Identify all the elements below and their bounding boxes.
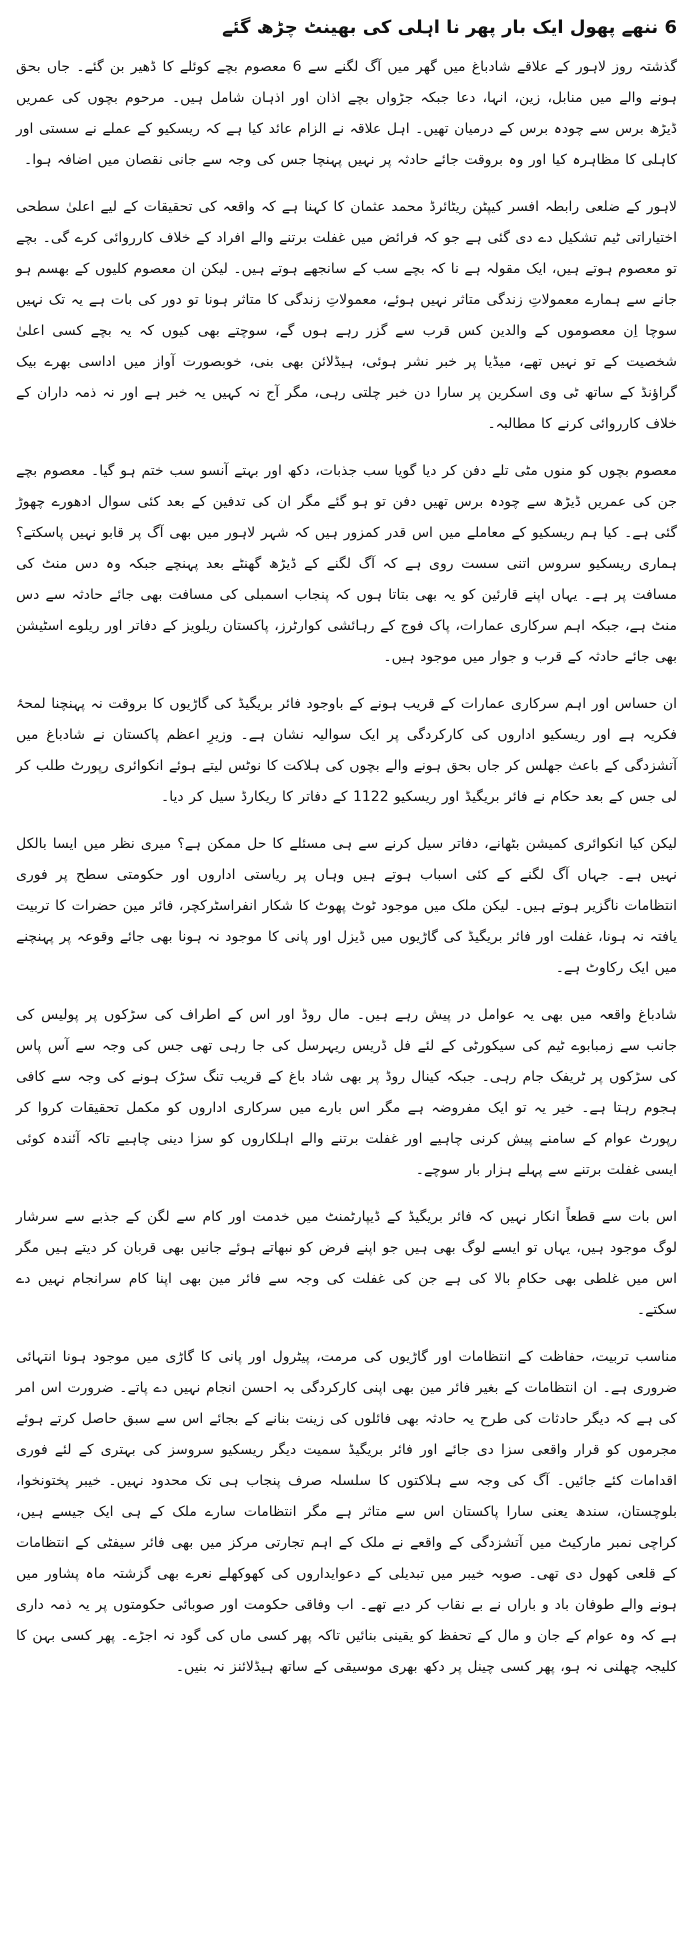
article-paragraph-7: اس بات سے قطعاً انکار نہیں کہ فائر بریگیڈ کے ڈیپارٹمنٹ میں خدمت اور کام سے لگن کے جذبے سے سرشار لوگ موجود ہیں، یہاں تو ایسے لوگ بھی ہیں جو اپنے فرض کو نبھاتے ہوئے جانیں بھی قربان کر دیتے ہیں مگر اس میں غلطی بھی حکامِ بالا کی ہے جن کی غفلت کی وجہ سے فائر مین بھی اپنا کام سرانجام نہیں دے سکتے۔ [16, 1209, 677, 1318]
article-paragraph-4: ان حساس اور اہم سرکاری عمارات کے قریب ہونے کے باوجود فائر بریگیڈ کی گاڑیوں کا بروقت نہ پہنچنا لمحۂ فکریہ ہے اور ریسکیو اداروں کی کارکردگی پر ایک سوالیہ نشان ہے۔ وزیرِ اعظم پاکستان نے شادباغ میں آتشزدگی کے باعث جھلس کر جاں بحق ہونے والے بچوں کی ہلاکت کا نوٹس لیتے ہوئے انکوائری رپورٹ طلب کر لی جس کے بعد حکام نے فائر بریگیڈ اور ریسکیو 1122 کے دفاتر کا ریکارڈ سیل کر دیا۔ [16, 696, 677, 805]
article-paragraph-3: معصوم بچوں کو منوں مٹی تلے دفن کر دیا گویا سب جذبات، دکھ اور بہتے آنسو سب ختم ہو گیا۔ معصوم بچے جن کی عمریں ڈیڑھ سے چودہ برس تھیں دفن تو ہو گئے مگر ان کی تدفین کے بعد کئی سوال ادھورے چھوڑ گئی ہے۔ کیا ہم ریسکیو کے معاملے میں اس قدر کمزور ہیں کہ شہر لاہور میں بھی آگ پر قابو نہیں پاسکتے؟ ہماری ریسکیو سروس اتنی سست روی ہے کہ آگ لگنے کے ڈیڑھ گھنٹے بعد پہنچے جبکہ وہ دس منٹ کی مسافت پر ہے۔ یہاں اپنے قارئین کو یہ بھی بتاتا ہوں کہ پنجاب اسمبلی کی مسافت بھی جائے حادثہ سے دس منٹ ہے، جبکہ اہم سرکاری عمارات، پاک فوج کے رہائشی کوارٹرز، پاکستان ریلویز کے دفاتر اور ریلوے اسٹیشن بھی جائے حادثہ کے قرب و جوار میں موجود ہیں۔ [16, 463, 677, 665]
article-paragraph-1: گذشتہ روز لاہور کے علاقے شادباغ میں گھر میں آگ لگنے سے 6 معصوم بچے کوئلے کا ڈھیر بن گئے۔ جاں بحق ہونے والے میں منابل، زین، انہا، دعا جبکہ جڑواں بچے اذان اور اذہان شامل ہیں۔ مرحوم بچوں کی عمریں ڈیڑھ برس سے چودہ برس کے درمیان تھیں۔ اہل علاقہ نے الزام عائد کیا ہے کہ ریسکیو کے عملے نے سستی اور کاہلی کا مظاہرہ کیا اور وہ بروقت جائے حادثہ پر نہیں پہنچا جس کی وجہ سے جانی نقصان میں اضافہ ہوا۔ [16, 59, 677, 168]
article-title: 6 ننھے پھول ایک بار پھر نا اہلی کی بھینٹ چڑھ گئے [222, 17, 677, 38]
article-paragraph-2: لاہور کے ضلعی رابطہ افسر کیپٹن ریٹائرڈ محمد عثمان کا کہنا ہے کہ واقعہ کی تحقیقات کے لیے اعلیٰ سطحی اختیاراتی ٹیم تشکیل دے دی گئی ہے جو کہ فرائض میں غفلت برتنے والے افراد کے خلاف کارروائی کرے گی۔ بچے تو معصوم ہوتے ہیں، ایک مقولہ ہے نا کہ بچے سب کے سانجھے ہوتے ہیں۔ لیکن ان معصوم کلیوں کے بھسم ہو جانے سے ہمارے معمولاتِ زندگی متاثر نہیں ہوئے، معمولاتِ زندگی کا متاثر ہونا تو دور کی بات ہے یہ تک نہیں سوچا اِن معصوموں کے والدین کس قرب سے گزر رہے ہوں گے، سوچتے بھی کیوں کہ یہ بچے کسی اعلیٰ شخصیت کے تو نہیں تھے، میڈیا پر خبر نشر ہوئی، ہیڈلائن بھی بنی، خوبصورت آواز میں اداسی بھرے بیک گراؤنڈ کے ساتھ ٹی وی اسکرین پر سارا دن خبر چلتی رہی، مگر آج نہ کہیں یہ خبر ہے اور نہ ذمہ داران کے خلاف کارروائی کرنے کا مطالبہ۔ [16, 199, 677, 432]
article-paragraph-6: شادباغ واقعہ میں بھی یہ عوامل در پیش رہے ہیں۔ مال روڈ اور اس کے اطراف کی سڑکوں پر پولیس کی جانب سے زمبابوے ٹیم کی سیکورٹی کے لئے فل ڈریس ریہرسل کی جا رہی تھی جس کی وجہ سے آس پاس کی سڑکوں پر ٹریفک جام رہی۔ جبکہ کینال روڈ پر بھی شاد باغ کے قریب تنگ سڑک ہونے کی وجہ سے کافی ہجوم رہتا ہے۔ خیر یہ تو ایک مفروضہ ہے مگر اس بارے میں سرکاری اداروں کو مکمل تحقیقات کروا کر رپورٹ عوام کے سامنے پیش کرنی چاہیے اور غفلت برتنے والے اہلکاروں کو سزا دینی چاہیے تاکہ آئندہ کوئی ایسی غفلت برتنے سے پہلے ہزار بار سوچے۔ [16, 1007, 677, 1178]
article-paragraph-5: لیکن کیا انکوائری کمیشن بٹھانے، دفاتر سیل کرنے سے ہی مسئلے کا حل ممکن ہے؟ میری نظر میں ایسا بالکل نہیں ہے۔ جہاں آگ لگنے کے کئی اسباب ہوتے ہیں وہاں پر ریاستی اداروں اور حکومتی سطح پر فوری انتظامات ناگزیر ہوتے ہیں۔ لیکن ملک میں موجود ٹوٹ پھوٹ کا شکار انفراسٹرکچر، فائر مین حضرات کا تربیت یافتہ نہ ہونا، غفلت اور فائر بریگیڈ کی گاڑیوں میں ڈیزل اور پانی کا موجود نہ ہونا بھی جائے وقوعہ پر پہنچنے میں ایک رکاوٹ ہے۔ [16, 836, 677, 976]
article-paragraph-8: مناسب تربیت، حفاظت کے انتظامات اور گاڑیوں کی مرمت، پیٹرول اور پانی کا گاڑی میں موجود ہونا انتہائی ضروری ہے۔ ان انتظامات کے بغیر فائر مین بھی اپنی کارکردگی بہ احسن انجام نہیں دے پاتے۔ ضرورت اس امر کی ہے کہ دیگر حادثات کی طرح یہ حادثہ بھی فائلوں کی زینت بنانے کے بجائے اس سے سبق حاصل کرتے ہوئے مجرموں کو قرار واقعی سزا دی جائے اور فائر بریگیڈ سمیت دیگر ریسکیو سروسز کی بہتری کے لئے فوری اقدامات کئے جائیں۔ آگ کی وجہ سے ہلاکتوں کا سلسلہ صرف پنجاب ہی تک محدود نہیں۔ خیبر پختونخوا، بلوچستان، سندھ یعنی سارا پاکستان اس سے متاثر ہے مگر انتظامات سارے ملک کے ہی ایک جیسے ہیں، کراچی نمبر مارکیٹ میں آتشزدگی کے واقعے نے ملک کے اہم تجارتی مرکز میں بھی فائر سیفٹی کے انتظامات کے قلعی کھول دی تھی۔ صوبہ خیبر میں تبدیلی کے دعوایداروں کی کھوکھلے نعرے بھی گزشتہ ماہ پشاور میں ہونے والے طوفان باد و باراں نے بے نقاب کر دیے تھے۔ اب وفاقی حکومت اور صوبائی حکومتوں پر یہ ذمہ داری ہے کہ وہ عوام کے جان و مال کے تحفظ کو یقینی بنائیں تاکہ پھر کسی ماں کی گود نہ اجڑے۔ پھر کسی بہن کا کلیجہ چھلنی نہ ہو، پھر کسی چینل پر دکھ بھری موسیقی کے ساتھ ہیڈلائنز نہ بنیں۔ [16, 1349, 677, 1675]
